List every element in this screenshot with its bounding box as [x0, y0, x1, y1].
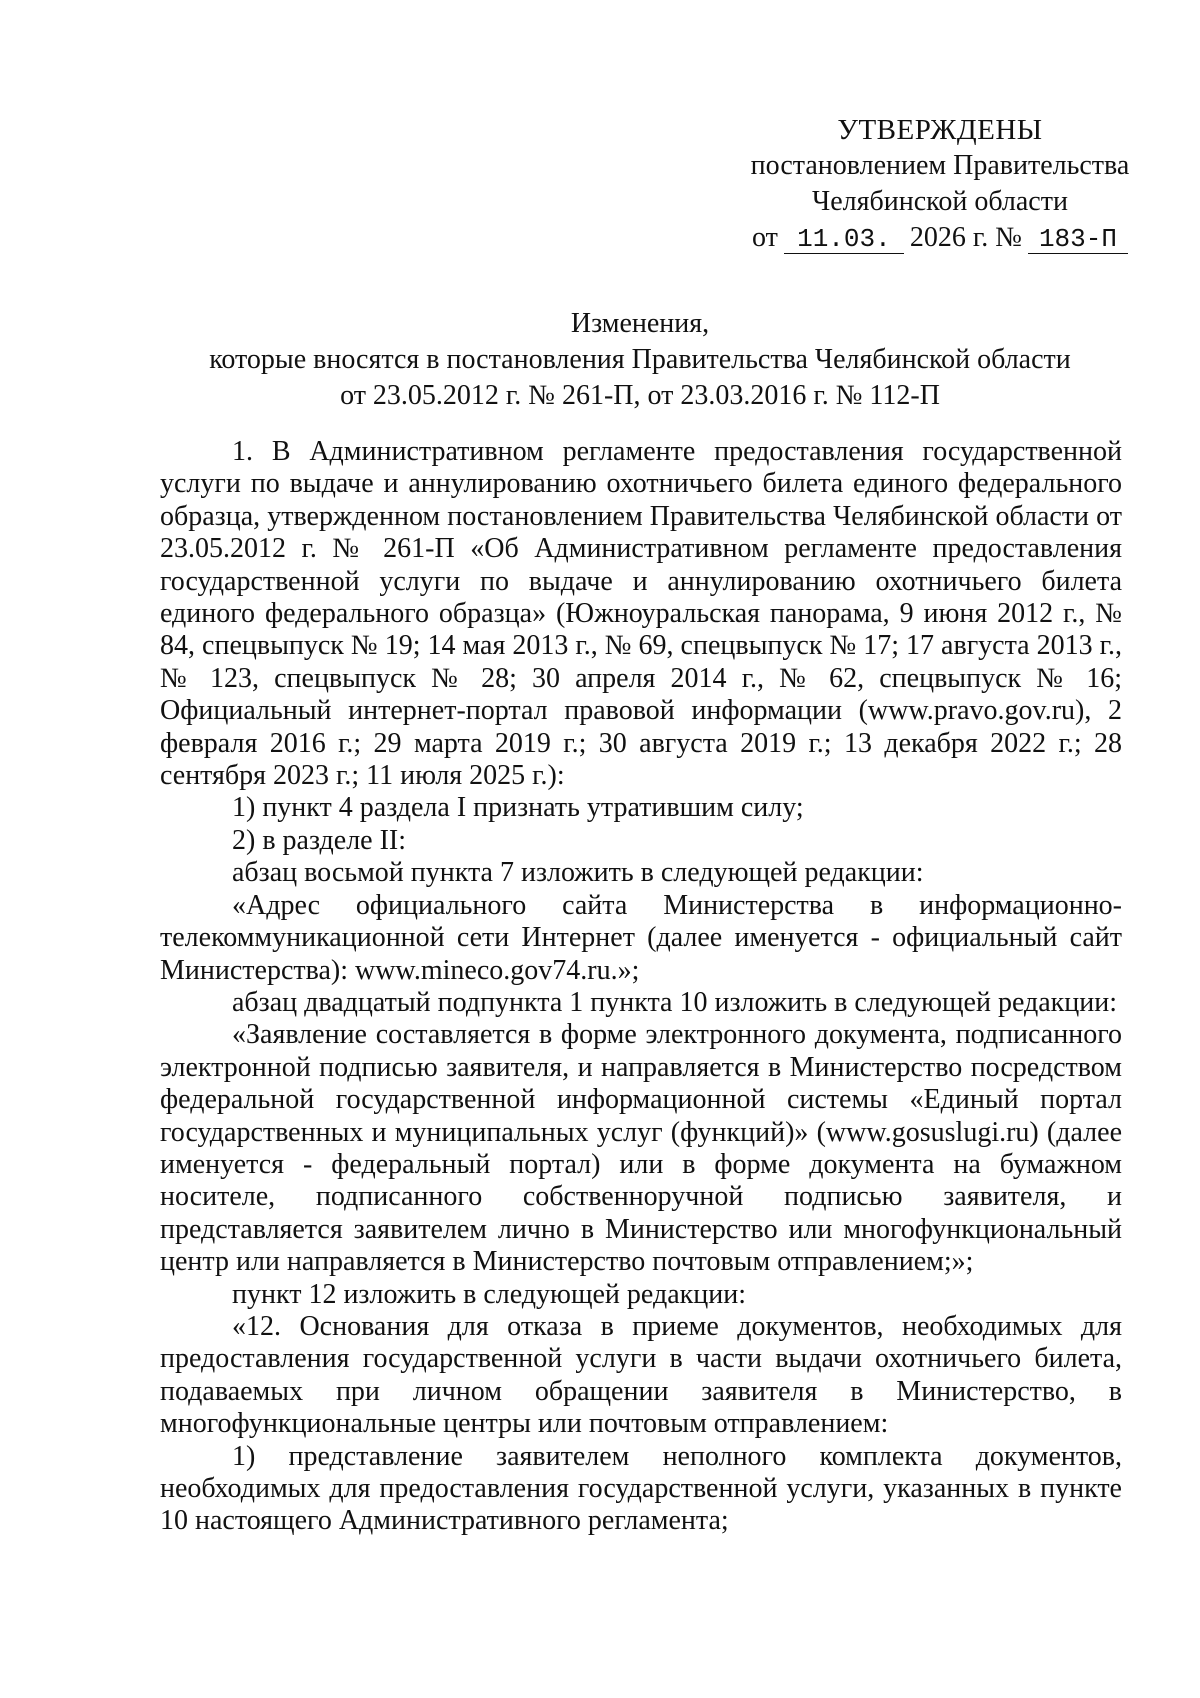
- paragraph-7: «Заявление составляется в форме электронного документа, подписанного электронной подписью заявителя, и направляется в Министерство посредством федеральной государственной информационной системы «Единый портал государственных и муниципальных услуг (функций)» (www.gosuslugi.ru) (далее именуется - федеральный портал) или в форме документа на бумажном носителе, подписанного собственноручной подписью заявителя, и представляется заявителем лично в Министерство или многофункциональный центр или направляется в Министерство почтовым отправлением;»;: [160, 1019, 1122, 1278]
- heading-title: Изменения,: [570, 308, 710, 339]
- paragraph-1: 1. В Административном регламенте предоставления государственной услуги по выдаче и аннулированию охотничьего билета единого федерального образца, утвержденном постановлением Правительства Челябинской области от 23.05.2012 г. № 261-П «Об Административном регламенте предоставления государственной услуги по выдаче и аннулированию охотничьего билета единого федерального образца» (Южноуральская панорама, 9 июня 2012 г., № 84, спецвыпуск № 19; 14 мая 2013 г., № 69, спецвыпуск № 17; 17 августа 2013 г., № 123, спецвыпуск № 28; 30 апреля 2014 г., № 62, спецвыпуск № 16; Официальный интернет-портал правовой информации (www.pravo.gov.ru), 2 февраля 2016 г.; 29 марта 2019 г.; 30 августа 2019 г.; 13 декабря 2022 г.; 28 сентября 2023 г.; 11 июля 2025 г.):: [160, 436, 1122, 792]
- date-year: 2026 г. №: [909, 222, 1022, 253]
- approval-line-2: Челябинской области: [812, 186, 1068, 217]
- paragraph-2: 1) пункт 4 раздела I признать утратившим силу;: [232, 792, 804, 824]
- paragraph-8: пункт 12 изложить в следующей редакции:: [232, 1278, 746, 1310]
- paragraph-9: «12. Основания для отказа в приеме документов, необходимых для предоставления государственной услуги в части выдачи охотничьего билета, подаваемых при личном обращении заявителя в Министерство, в многофункциональные центры или почтовым отправлением:: [160, 1310, 1122, 1440]
- approval-block: [740, 112, 1140, 256]
- paragraph-5: «Адрес официального сайта Министерства в информационно-телекоммуникационной сети Интернет (далее именуется - официальный сайт Министерства): www.mineco.gov74.ru.»;: [160, 889, 1122, 986]
- paragraph-4: абзац восьмой пункта 7 изложить в следующей редакции:: [232, 857, 924, 889]
- approval-line-1: постановлением Правительства: [750, 150, 1130, 181]
- paragraph-6: абзац двадцатый подпункта 1 пункта 10 изложить в следующей редакции:: [232, 986, 1118, 1018]
- paragraph-3: 2) в разделе II:: [232, 824, 407, 856]
- decree-number: 183-П: [1028, 225, 1128, 254]
- heading-line-1: которые вносятся в постановления Правительства Челябинской области: [209, 344, 1071, 375]
- document-heading: [160, 306, 1120, 414]
- document-body: [160, 436, 1122, 1538]
- approval-stamp: УТВЕРЖДЕНЫ: [837, 114, 1043, 146]
- heading-line-2: от 23.05.2012 г. № 261-П, от 23.03.2016 г. № 112-П: [340, 380, 940, 411]
- paragraph-10: 1) представление заявителем неполного комплекта документов, необходимых для предоставления государственной услуги, указанных в пункте 10 настоящего Административного регламента;: [160, 1440, 1122, 1537]
- date-value: 11.03.: [784, 225, 904, 254]
- date-prefix: от: [752, 222, 778, 253]
- approval-date-row: [740, 220, 1140, 256]
